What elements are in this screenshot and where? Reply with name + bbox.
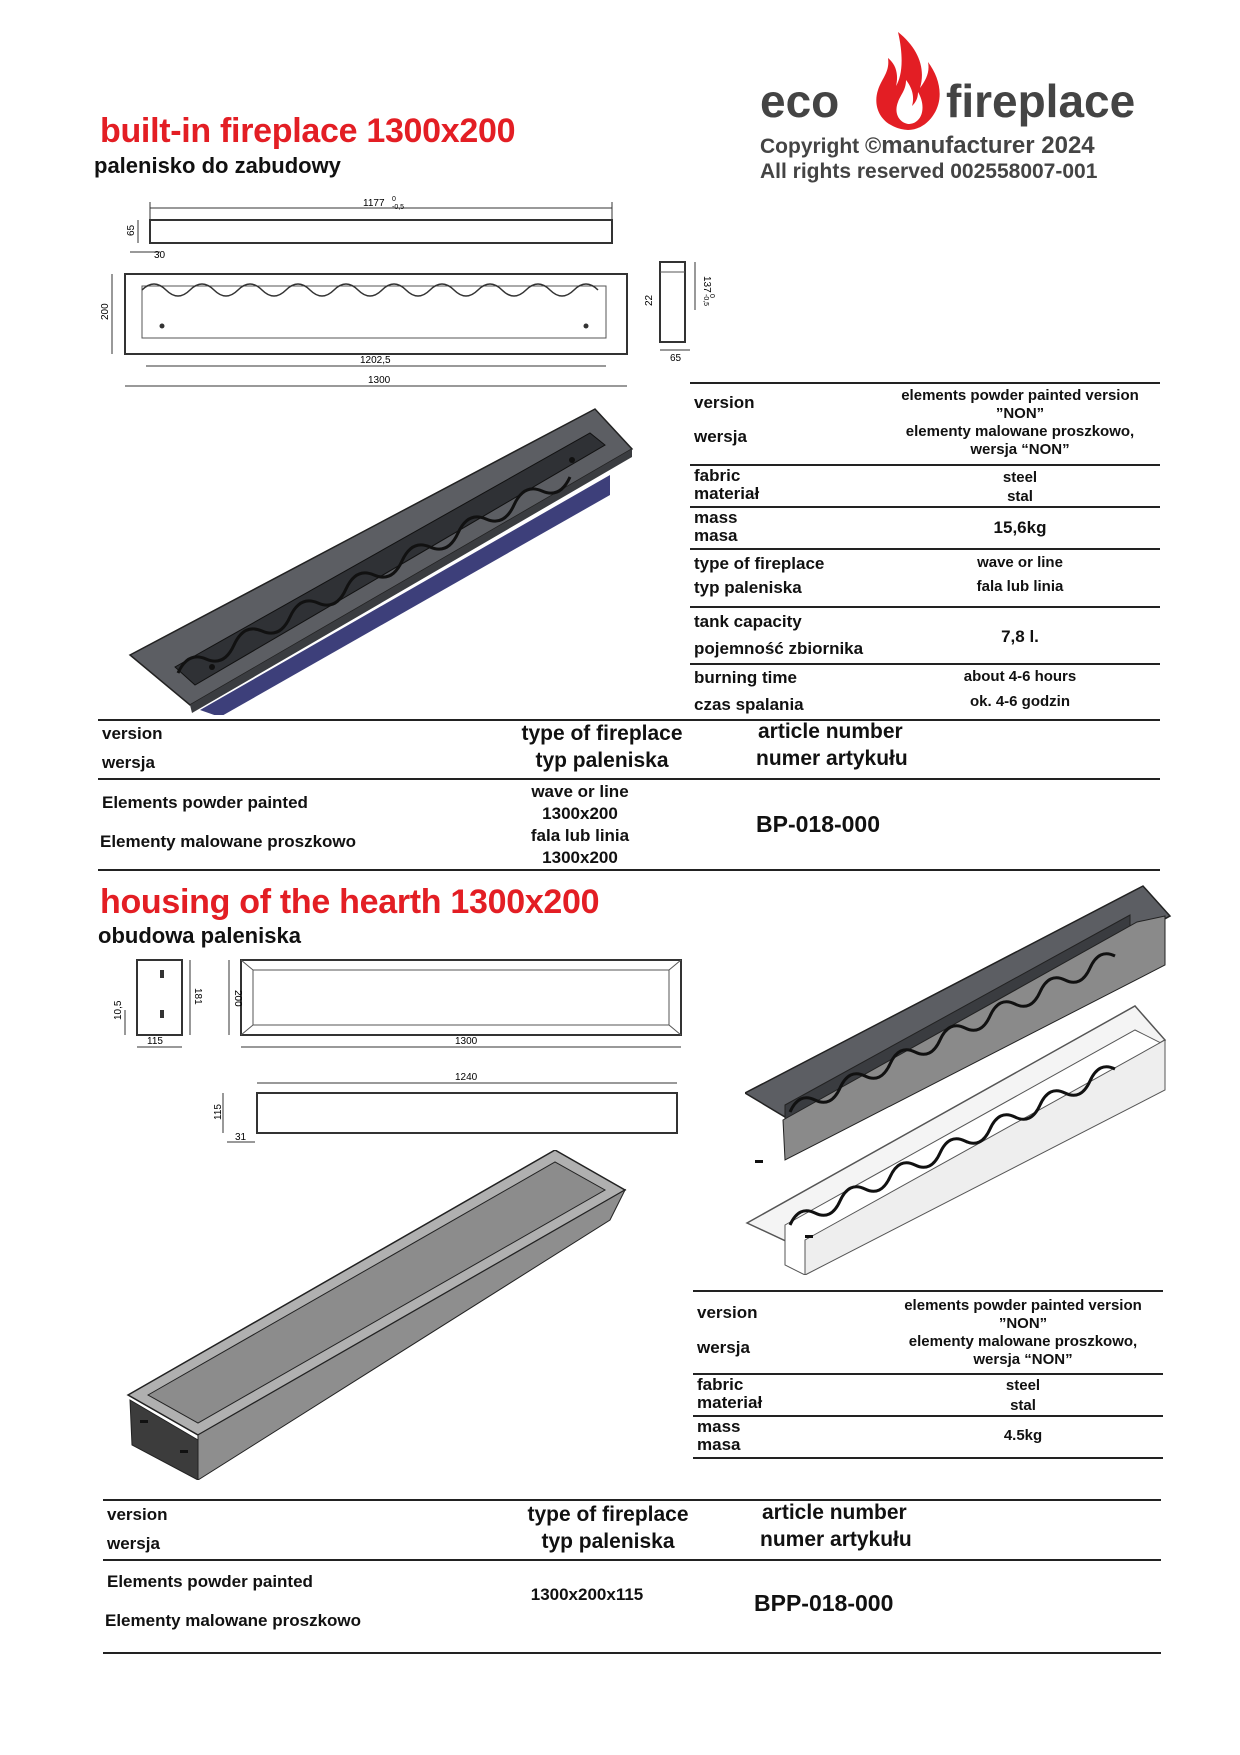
table2-h-art-pl: numer artykułu	[760, 1528, 912, 1551]
dim-housing-plan-len: 1300	[455, 1036, 478, 1047]
spec1-fabric-val-en: steel	[1002, 469, 1038, 486]
spec1-type-val-pl: fala lub linia	[976, 578, 1064, 595]
spec2-version-pl: wersja	[697, 1338, 750, 1357]
table1-article: BP-018-000	[756, 811, 881, 837]
logo-rights: All rights reserved 002558007-001	[760, 160, 1098, 183]
spec2-fabric-en: fabric	[697, 1375, 744, 1394]
spec2-line-3	[693, 1457, 1163, 1459]
spec2-line-1	[693, 1373, 1163, 1375]
table1-type-4: 1300x200	[542, 848, 618, 867]
assembly-3d-render	[745, 880, 1185, 1275]
logo-copyright	[760, 132, 1095, 160]
dim-top-tol-minus: -0,5	[392, 204, 405, 211]
spec1-version-en: version	[694, 393, 755, 412]
table1-h-wersja: wersja	[102, 753, 155, 772]
table1-row-pl: Elementy malowane proszkowo	[100, 832, 357, 851]
table1-line-bottom	[98, 869, 1160, 871]
table2-line-bottom	[103, 1652, 1161, 1654]
spec1-mass-val: 15,6kg	[993, 518, 1047, 537]
technical-drawing-housing	[105, 950, 705, 1145]
spec1-version-val-pl2: wersja “NON”	[970, 441, 1070, 458]
dim-housing-plan-h: 200	[232, 990, 243, 1007]
spec2-mass-en: mass	[697, 1417, 741, 1436]
end-view-body	[137, 960, 182, 1035]
spec1-tank-pl: pojemność zbiornika	[694, 639, 864, 658]
table1-line-mid	[98, 778, 1160, 780]
dim-top-len: 1177	[363, 198, 385, 209]
spec1-tank-val: 7,8 l.	[1001, 627, 1039, 646]
dim-end-w: 115	[147, 1036, 163, 1047]
spec1-type-val-en: wave or line	[977, 554, 1063, 571]
section2-subtitle: obudowa paleniska	[98, 923, 301, 948]
dim-side-tol-plus: 0	[708, 294, 715, 298]
table2-h-art-en: article number	[762, 1501, 907, 1524]
table2-h-type-en: type of fireplace	[527, 1503, 689, 1526]
table1-type-2: 1300x200	[542, 804, 618, 823]
spec1-version-val-pl1: elementy malowane proszkowo,	[905, 423, 1135, 440]
spec1-type-en: type of fireplace	[694, 554, 825, 573]
spec2-version-val-pl2: wersja “NON”	[973, 1351, 1073, 1368]
logo-fireplace: fireplace	[946, 75, 1136, 127]
table2-line-mid	[103, 1559, 1161, 1561]
dim-end-h: 181	[192, 988, 203, 1005]
table2-line-top	[103, 1499, 1161, 1501]
spec1-line-4	[690, 606, 1160, 608]
spec1-mass-pl: masa	[694, 526, 738, 545]
housing-3d-render	[110, 1150, 630, 1480]
dim-top-tol-plus: 0	[392, 196, 396, 203]
spec1-line-2	[690, 506, 1160, 508]
spec1-type-pl: typ paleniska	[694, 578, 802, 597]
spec1-version-val-en2: ”NON”	[995, 405, 1045, 422]
dim-housing-side-off: 31	[235, 1132, 247, 1143]
spec2-line-0	[693, 1290, 1163, 1292]
spec1-line-1	[690, 464, 1160, 466]
section1-title: built-in fireplace 1300x200	[100, 112, 516, 150]
table2-type: 1300x200x115	[530, 1585, 644, 1604]
table2-h-version: version	[107, 1505, 168, 1524]
spec1-line-0	[690, 382, 1160, 384]
table1-h-version: version	[102, 724, 163, 743]
spec1-burn-val-en: about 4-6 hours	[963, 668, 1077, 685]
table2-row-pl: Elementy malowane proszkowo	[105, 1611, 362, 1630]
spec2-version-en: version	[697, 1303, 758, 1322]
copyright-rest: manufacturer 2024	[881, 132, 1095, 159]
spec1-fabric-val-pl: stal	[1007, 488, 1033, 505]
spec1-burn-val-pl: ok. 4-6 godzin	[969, 693, 1070, 710]
spec1-mass-en: mass	[694, 508, 738, 527]
spec1-burn-pl: czas spalania	[694, 695, 804, 714]
dim-end-small: 10,5	[113, 1000, 124, 1020]
logo-eco: eco	[760, 75, 840, 127]
table1-type-1: wave or line	[531, 782, 629, 801]
table1-row-en: Elements powder painted	[102, 793, 308, 812]
table2-h-wersja: wersja	[107, 1534, 160, 1553]
dim-side-w: 65	[670, 353, 682, 364]
spec1-fabric-pl: materiał	[694, 484, 760, 503]
fireplace-3d-render	[120, 405, 650, 715]
housing-side-body	[257, 1093, 677, 1133]
table1-h-art-pl: numer artykułu	[756, 747, 908, 770]
copyright-symbol: ©	[865, 133, 882, 158]
table1-h-art-en: article number	[758, 720, 903, 743]
spec2-version-val-pl1: elementy malowane proszkowo,	[908, 1333, 1138, 1350]
table2-h-type-pl: typ paleniska	[541, 1530, 675, 1553]
spec2-fabric-pl: materiał	[697, 1393, 763, 1412]
side-view-body	[660, 262, 685, 342]
dim-top-off: 30	[154, 250, 166, 261]
section1-subtitle: palenisko do zabudowy	[94, 153, 341, 178]
table2-article: BPP-018-000	[754, 1590, 894, 1616]
spec2-version-val-en1: elements powder painted version	[904, 1297, 1142, 1314]
flame-icon	[868, 28, 948, 133]
spec1-line-5	[690, 663, 1160, 665]
dim-housing-side-h: 115	[213, 1104, 224, 1120]
dim-side-tol-minus: -0,5	[702, 294, 709, 307]
spec1-version-val-en1: elements powder painted version	[901, 387, 1139, 404]
spec2-fabric-val-en: steel	[1005, 1377, 1041, 1394]
spec2-mass-pl: masa	[697, 1435, 741, 1454]
section2-title: housing of the hearth 1300x200	[100, 883, 600, 921]
dim-side-h: 137	[701, 276, 712, 293]
spec2-line-2	[693, 1415, 1163, 1417]
dim-side-small: 22	[644, 294, 655, 306]
table1-type-3: fala lub linia	[530, 826, 630, 845]
dim-plan-len: 1300	[368, 375, 391, 386]
spec1-version-pl: wersja	[694, 427, 747, 446]
spec1-line-3	[690, 548, 1160, 550]
spec2-fabric-val-pl: stal	[1010, 1397, 1036, 1414]
dim-housing-side-len: 1240	[455, 1072, 478, 1083]
dim-plan-inner: 1202,5	[360, 355, 391, 366]
technical-drawing-fireplace	[100, 190, 720, 400]
table1-h-type-pl: typ paleniska	[535, 749, 669, 772]
table1-h-type-en: type of fireplace	[521, 722, 683, 745]
housing-plan-body	[241, 960, 681, 1035]
copyright-prefix: Copyright	[760, 135, 860, 158]
spec1-tank-en: tank capacity	[694, 612, 802, 631]
dim-plan-h: 200	[100, 303, 111, 320]
spec1-fabric-en: fabric	[694, 466, 741, 485]
top-view-body	[150, 220, 612, 243]
spec1-burn-en: burning time	[694, 668, 797, 687]
spec2-version-val-en2: ”NON”	[998, 1315, 1048, 1332]
table2-row-en: Elements powder painted	[107, 1572, 313, 1591]
logo	[760, 28, 1180, 188]
table1-line-top	[98, 719, 1160, 721]
dim-top-h: 65	[126, 224, 137, 236]
spec2-mass-val: 4.5kg	[1003, 1427, 1043, 1444]
